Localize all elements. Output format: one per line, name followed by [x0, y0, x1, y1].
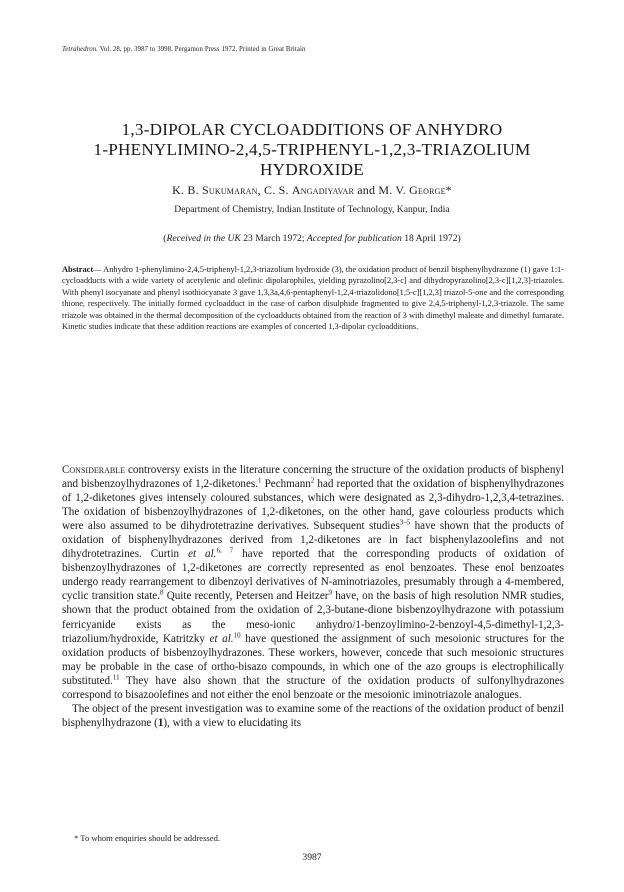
- body-text: [62, 463, 564, 730]
- author-separator: ,: [257, 183, 264, 197]
- article-title: [40, 120, 584, 180]
- paragraph-1-text-b: Pechmann: [261, 478, 311, 491]
- paragraph-1-text-g: have, on the basis of high resolution NMR studies, shown that the product obtained from the oxidation of 2,3-butane-dione bisbenzoylhydrazone with potassium ferricyanide exists as the meso-ionic anhydro/1-benzoylimino-2-benzoyl-4,5-dimethyl-1,2,3-triazolium/hydroxide, Katritzky: [62, 590, 564, 645]
- author-2-initials: C. S.: [264, 183, 292, 197]
- author-1-initials: K. B.: [172, 183, 202, 197]
- compound-number: 1: [157, 716, 164, 729]
- reference-2: 2: [310, 476, 315, 485]
- received-dates: (Received in the UK 23 March 1972; Accepted for publication 18 April 1972): [163, 233, 461, 244]
- paragraph-1-text-a: controversy exists in the literature concerning the structure of the oxidation products of bisphenyl and bisbenzoylhydrazones of 1,2-diketones.: [62, 464, 564, 491]
- paragraph-1-text-h: have questioned the assignment of such mesoionic structures for the oxidation products of bisbenzoylhydrazones. These workers, however, concede that such mesoionic structures may be probable in the case of ortho-bisazo compounds, in which one of the azo groups is electrophilically substituted.: [62, 632, 564, 687]
- reference-6-7: 6, 7: [216, 546, 234, 555]
- author-1-surname: Sukumaran: [202, 183, 258, 197]
- accepted-date: 18 April 1972: [404, 233, 458, 244]
- paragraph-1-text-i: They have also shown that the structure of the oxidation products of sulfonylhydrazones correspond to bisazoolefines and not either the enol benzoate or the mesoionic iminotriazole analogues.: [62, 674, 564, 701]
- abstract-text: — Anhydro 1-phenylimino-2,4,5-triphenyl-1,2,3-triazolium hydroxide (3), the oxidation product of benzil bisphenylhydrazone (1) gave 1:1-cycloadducts with a wide variety of acetylenic and olefinic dipolarophiles, yielding pyrazolino[2,3-c] and dihydropyrazolino[2,3-c][1,2,3]-triazoles. With phenyl isocyanate and phenyl isothiocyanate 3 gave 1,3,3a,4,6-pentaphenyl-1,2,4-triazolidono[1,5-c][1,2,3] triazol-5-one and the corresponding thione, respectively. The initially formed cycloadduct in the case of carbon disulphide fragmented to give 2,4,5-triphenyl-1,2,3-triazole. The same triazole was obtained in the thermal decomposition of the cycloadducts obtained from the reaction of 3 with dimethyl maleate and dimethyl fumarate. Kinetic studies indicate that these addition reactions are examples of concerted 1,3-dipolar cycloadditions.: [62, 265, 564, 332]
- title-line-2: 1-PHENYLIMINO-2,4,5-TRIPHENYL-1,2,3-TRIAZOLIUM: [93, 140, 531, 159]
- paragraph-1-text-c: had reported that the oxidation of bisphenylhydrazones of 1,2-diketones gives intensely coloured substances, which were designated as 2,3-dihydro-1,2,3,4-tetrazines. The oxidation of bisbenzoylhydrazones of 1,2-diketones, on the other hand, gave colourless products which were also assumed to be dihydrotetrazine derivatives. Subsequent studies: [62, 478, 564, 533]
- lead-word: Considerable: [62, 464, 125, 476]
- reference-1: 1: [258, 476, 262, 485]
- author-3-initials: M. V.: [378, 183, 410, 197]
- received-year: 1972;: [282, 233, 305, 244]
- received-date: 23 March: [243, 233, 281, 244]
- reference-3-5: 3–5: [399, 518, 411, 527]
- paragraph-1-text-d: have shown that the products of oxidation of bisphenylhydrazones derived from 1,2-diketones are in fact bisphenylazoolefins and not dihydrotetrazines. Curtin: [62, 520, 565, 561]
- paragraph-1: [62, 463, 564, 702]
- reference-8: 8: [160, 588, 164, 597]
- paragraph-1-text-e: have reported that the corresponding products of oxidation of bisbenzoylhydrazones of 1,2-diketones are correctly represented as enol benzoates. These enol benzoates undergo ready rearrangement to dibenzoyl derivatives of N-aminotriazoles, presumably through a 4-membered, cyclic transition state.: [62, 548, 565, 603]
- corresponding-marker: *: [445, 183, 452, 197]
- paragraph-1-text-f: Quite recently, Petersen and Heitzer: [163, 590, 329, 603]
- page-number: 3987: [302, 852, 322, 863]
- et-al-2: et al.: [209, 632, 234, 645]
- reference-10: 10: [233, 630, 241, 639]
- abstract: [62, 264, 564, 332]
- running-header: [62, 46, 305, 53]
- paragraph-2-text-a: The object of the present investigation was to examine some of the reactions of the oxidation product of benzil bisphenylhydrazone (: [62, 702, 564, 729]
- title-line-1: 1,3-DIPOLAR CYCLOADDITIONS OF ANHYDRO: [121, 120, 503, 139]
- paragraph-2-text-b: ), with a view to elucidating its: [163, 716, 302, 729]
- journal-name: Tetrahedron.: [62, 46, 99, 53]
- journal-info: Vol. 28, pp. 3987 to 3998. Pergamon Press 1972. Printed in Great Britain: [99, 46, 306, 53]
- reference-9: 9: [328, 588, 332, 597]
- affiliation: Department of Chemistry, Indian Institute of Technology, Kanpur, India: [174, 204, 450, 215]
- author-list: [40, 183, 584, 198]
- et-al-1: et al.: [188, 548, 217, 561]
- author-2-surname: Angadiyavar: [291, 183, 355, 197]
- received-prefix: Received in the UK: [166, 233, 241, 244]
- author-3-surname: George: [409, 183, 446, 197]
- title-line-3: HYDROXIDE: [260, 160, 364, 179]
- abstract-label: Abstract: [62, 265, 94, 274]
- reference-11: 11: [112, 673, 120, 682]
- footnote: * To whom enquiries should be addressed.: [74, 833, 221, 843]
- paragraph-2: [62, 702, 564, 730]
- accepted-prefix: Accepted for publication: [306, 233, 402, 244]
- author-and: and: [354, 183, 379, 197]
